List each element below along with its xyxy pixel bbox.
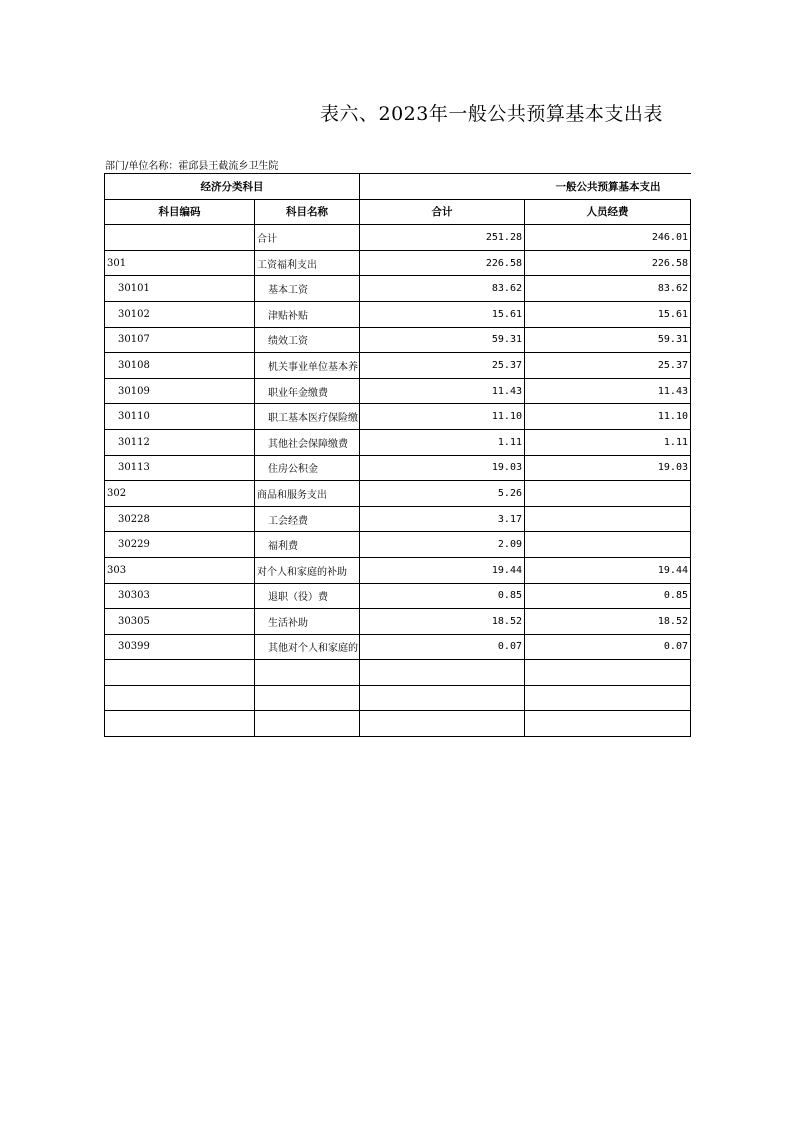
row-total: 59.31 [360,327,525,353]
row-name [255,685,360,711]
row-personnel [525,685,691,711]
table-row [105,481,691,507]
row-name: 生活补助 [255,609,360,635]
row-name [255,660,360,686]
header-row-group [105,174,691,200]
header-personnel: 人员经费 [525,199,691,225]
row-code: 30110 [105,404,255,430]
row-code: 303 [105,557,255,583]
table-row [105,327,691,353]
row-personnel: 83.62 [525,276,691,302]
table-row [105,711,691,737]
table-row [105,404,691,430]
row-code: 30101 [105,276,255,302]
row-name: 职业年金缴费 [255,378,360,404]
row-name: 职工基本医疗保险缴 [255,404,360,430]
row-total: 0.85 [360,583,525,609]
page-title: 表六、2023年一般公共预算基本支出表 [320,103,663,125]
row-personnel: 1.11 [525,429,691,455]
row-total: 251.28 [360,225,525,251]
row-total: 226.58 [360,250,525,276]
table-row [105,532,691,558]
budget-table [104,173,691,737]
row-code: 30109 [105,378,255,404]
row-code: 30305 [105,609,255,635]
header-general-budget: 一般公共预算基本支出 [360,174,691,200]
row-total: 3.17 [360,506,525,532]
table-body [105,225,691,737]
row-name: 对个人和家庭的补助 [255,557,360,583]
table-row [105,557,691,583]
row-personnel: 11.10 [525,404,691,430]
row-code: 302 [105,481,255,507]
row-total: 18.52 [360,609,525,635]
row-name: 机关事业单位基本养 [255,353,360,379]
row-total: 25.37 [360,353,525,379]
row-name: 商品和服务支出 [255,481,360,507]
row-code: 30108 [105,353,255,379]
row-name: 津贴补贴 [255,301,360,327]
row-name: 其他社会保障缴费 [255,429,360,455]
row-name: 合计 [255,225,360,251]
row-name: 住房公积金 [255,455,360,481]
row-code [105,711,255,737]
row-total: 19.03 [360,455,525,481]
row-personnel: 0.85 [525,583,691,609]
row-personnel: 18.52 [525,609,691,635]
row-code: 30303 [105,583,255,609]
row-code: 30399 [105,634,255,660]
row-total: 2.09 [360,532,525,558]
row-total: 83.62 [360,276,525,302]
row-personnel: 15.61 [525,301,691,327]
row-total: 5.26 [360,481,525,507]
row-code [105,685,255,711]
row-personnel: 25.37 [525,353,691,379]
row-total: 11.10 [360,404,525,430]
unit-label: 部门/单位名称：霍邱县王截流乡卫生院 [105,161,279,172]
table-row [105,301,691,327]
table-row [105,250,691,276]
table-row [105,660,691,686]
row-code: 30229 [105,532,255,558]
table-row [105,378,691,404]
row-code: 30102 [105,301,255,327]
table-row [105,429,691,455]
table-row [105,353,691,379]
row-code: 301 [105,250,255,276]
row-name: 绩效工资 [255,327,360,353]
row-total [360,660,525,686]
row-personnel: 226.58 [525,250,691,276]
row-personnel [525,532,691,558]
row-code: 30113 [105,455,255,481]
table-row [105,225,691,251]
row-name: 福利费 [255,532,360,558]
row-total [360,685,525,711]
row-code: 30107 [105,327,255,353]
row-personnel [525,660,691,686]
header-name: 科目名称 [255,199,360,225]
row-personnel: 246.01 [525,225,691,251]
row-total: 0.07 [360,634,525,660]
row-code: 30228 [105,506,255,532]
row-personnel: 19.44 [525,557,691,583]
row-name: 其他对个人和家庭的 [255,634,360,660]
row-total: 11.43 [360,378,525,404]
row-personnel [525,711,691,737]
row-name: 工会经费 [255,506,360,532]
row-name [255,711,360,737]
row-total: 19.44 [360,557,525,583]
row-total: 15.61 [360,301,525,327]
row-personnel: 11.43 [525,378,691,404]
row-personnel: 59.31 [525,327,691,353]
row-name: 基本工资 [255,276,360,302]
table-row [105,276,691,302]
row-name: 退职（役）费 [255,583,360,609]
header-code: 科目编码 [105,199,255,225]
row-total [360,711,525,737]
header-total: 合计 [360,199,525,225]
row-name: 工资福利支出 [255,250,360,276]
row-code [105,660,255,686]
table-row [105,634,691,660]
table-row [105,609,691,635]
row-code [105,225,255,251]
header-row-columns [105,199,691,225]
table-row [105,506,691,532]
row-total: 1.11 [360,429,525,455]
table-row [105,685,691,711]
header-economic-category: 经济分类科目 [105,174,360,200]
row-personnel [525,506,691,532]
table-row [105,455,691,481]
row-code: 30112 [105,429,255,455]
row-personnel [525,481,691,507]
table-row [105,583,691,609]
row-personnel: 0.07 [525,634,691,660]
row-personnel: 19.03 [525,455,691,481]
